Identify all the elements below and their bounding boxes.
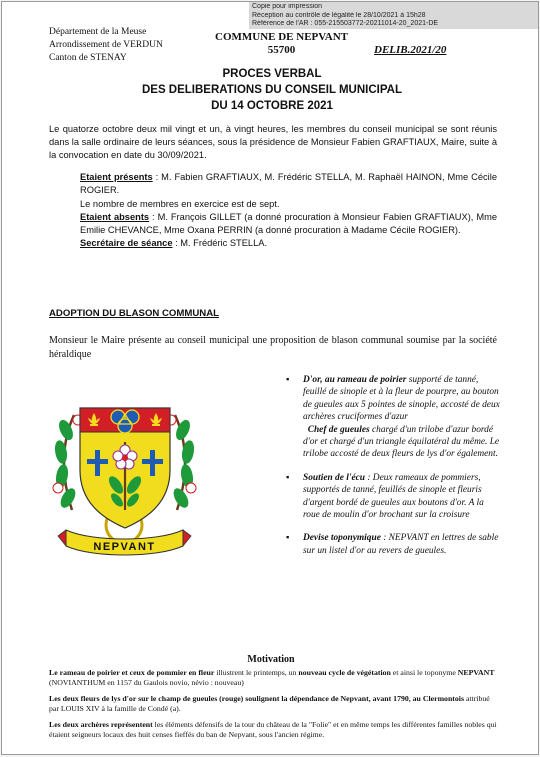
absent-label: Etaient absents xyxy=(80,211,150,222)
presentation-paragraph: Monsieur le Maire présente au conseil municipal une proposition de blason communal soumise par la société héraldique xyxy=(49,335,497,360)
blazon-item xyxy=(280,532,500,557)
stamp-line: Réception au contrôle de légalité le 28/10/2021 à 15h28 xyxy=(252,11,426,19)
bullet-mark: ▪ xyxy=(286,533,290,544)
title-line: DU 14 OCTOBRE 2021 xyxy=(211,100,333,112)
arrondissement: Arrondissement de VERDUN xyxy=(49,40,163,50)
postal-code: 55700 xyxy=(267,44,296,56)
stamp-line: Référence de l'AR : 055-215503772-20211014-20_2021-DE xyxy=(252,20,439,28)
secretary-label: Secrétaire de séance xyxy=(80,238,173,249)
absent-text: : M. François GILLET (a donné procuration à Monsieur Fabien GRAFTIAUX), Mme Emilie CHEVANCE, Mme Oxana PERRIN (a donné procuration à Madame Cécile ROGIER). xyxy=(80,211,497,236)
motivation-bold: Les deux archères représentent xyxy=(49,720,153,729)
motivation-bold: NEPVANT xyxy=(457,668,495,677)
motivation-bold: Le rameau de poirier et ceux de pommier en fleur xyxy=(49,668,215,677)
motto-text: NEPVANT xyxy=(93,541,156,553)
blazon-term: D'or, au rameau de poirier xyxy=(303,375,407,385)
motivation-span: et ainsi le toponyme xyxy=(390,668,458,677)
motivation-span: illustrent le printemps, un xyxy=(214,668,299,677)
coat-of-arms-image xyxy=(52,390,197,560)
blazon-term: Soutien de l'écu xyxy=(303,472,365,483)
blazon-term: Chef de gueules xyxy=(307,424,370,435)
motivation-bold: Les deux fleurs de lys d'or sur le champ de gueules (rouge) soulignent la dépendance de Nepvant, avant 1790, au Clermontois xyxy=(49,694,464,703)
motivation-paragraph xyxy=(49,694,497,714)
legality-stamp xyxy=(249,2,539,29)
present-text: : M. Fabien GRAFTIAUX, M. Frédéric STELLA, M. Raphaël HAINON, Mme Cécile ROGIER. xyxy=(80,172,497,196)
attendance-block xyxy=(80,171,497,251)
department: Département de la Meuse xyxy=(49,27,147,37)
deliberation-number: DELIB.2021/20 xyxy=(374,44,447,56)
blazon-item xyxy=(280,374,500,461)
present-label: Etaient présents xyxy=(80,172,153,182)
motivation-text xyxy=(49,668,497,746)
commune-header xyxy=(215,31,348,57)
blazon-text: : NEPVANT en lettres de sable sur un listel d'or au revers de gueules. xyxy=(303,533,499,556)
absent-members xyxy=(80,211,497,238)
title-line: DES DELIBERATIONS DU CONSEIL MUNICIPAL xyxy=(141,84,403,96)
motivation-heading: Motivation xyxy=(247,654,295,665)
bullet-mark: ▪ xyxy=(286,472,290,483)
motivation-bold: nouveau cycle de végétation xyxy=(298,668,391,677)
bullet-mark: ▪ xyxy=(286,375,290,385)
stamp-line: Copie pour impression xyxy=(252,3,323,10)
motivation-span: les éléments défensifs de la tour du château de la "Folie" et en même temps les différentes familles nobles qui étaient seigneurs locaux des huit censes fieffés du ban de Nepvant, sous l'ancien régime. xyxy=(49,720,497,739)
motivation-span: (NOVIANTHUM en 1157 du Gaulois novio, névio : nouveau) xyxy=(49,678,244,687)
secretary xyxy=(80,237,497,250)
blazon-item xyxy=(280,472,500,522)
canton: Canton de STENAY xyxy=(49,53,127,63)
left-branch xyxy=(53,415,83,510)
blazon-text: supporté de tanné, feuillé de sinople et à la fleur de pourpre, au bouton de gueules aux 5 pointes de sinople, accosté de deux archères cruciformes d'azur xyxy=(303,375,500,423)
document-page xyxy=(1,1,539,755)
administrative-header xyxy=(49,26,163,65)
intro-paragraph: Le quatorze octobre deux mil vingt et un, à vingt heures, les membres du conseil municipal se sont réunis dans la salle ordinaire de leurs séances, sous la présidence de Monsieur Fabien GRAFTIAUX, Maire, suite à la convocation en date du 30/09/2021. xyxy=(49,124,497,161)
blazon-term: Devise toponymique xyxy=(303,533,381,544)
motivation-paragraph xyxy=(49,668,497,688)
page-title xyxy=(62,66,482,114)
blazon-text: chargé d'un trilobe d'azur bordé d'or et chargé d'un triangle équilatéral du même. Le trilobe accosté de deux fleurs de lys d'or également. xyxy=(303,424,500,460)
secretary-text: : M. Frédéric STELLA. xyxy=(172,238,268,249)
blazon-description-list xyxy=(280,374,500,568)
present-members xyxy=(80,171,497,198)
section-title: ADOPTION DU BLASON COMMUNAL xyxy=(49,308,220,319)
motivation-paragraph xyxy=(49,720,497,740)
commune-name: COMMUNE DE NEPVANT xyxy=(215,31,349,43)
member-count: Le nombre de membres en exercice est de sept. xyxy=(80,198,280,209)
blazon-text: : Deux rameaux de pommiers, supportés de tanné, feuillés de sinople et fleuris d'argent bordé de gueules aux boutons d'or. A la roue de moulin d'or brochant sur la croisure xyxy=(303,472,484,521)
motivation-span: attribué par LOUIS XIV à la famille de Condé (a). xyxy=(49,694,490,713)
title-line: PROCES VERBAL xyxy=(222,68,322,80)
